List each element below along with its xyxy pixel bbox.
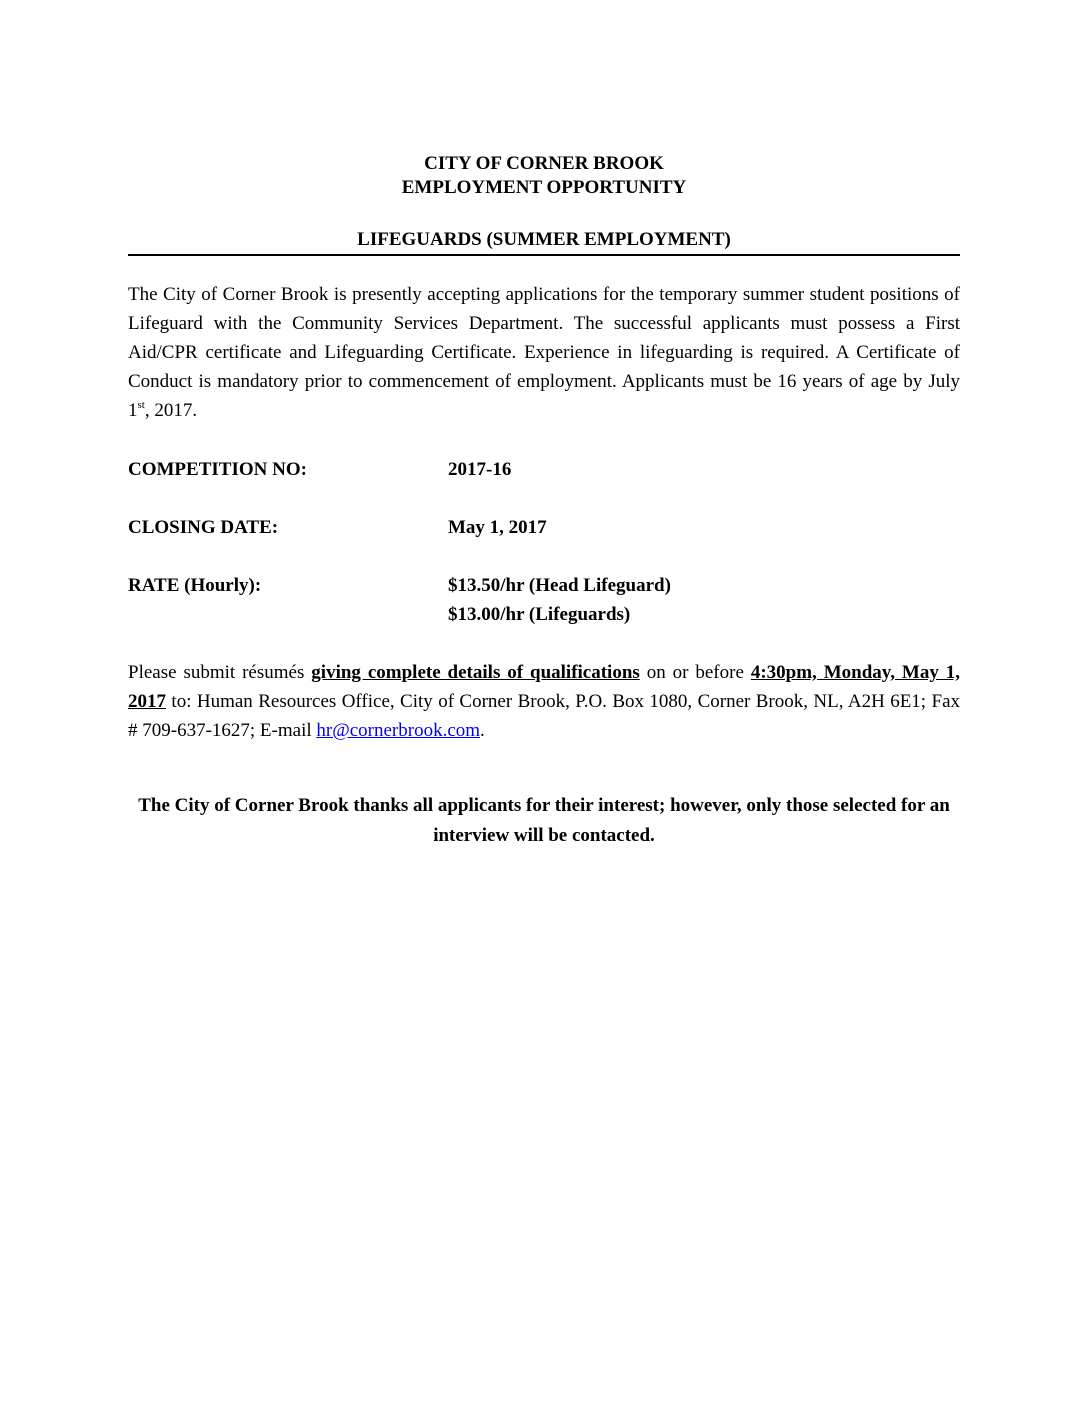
submit-text-2: on or before [639,662,751,683]
rate-value-lifeguard: $13.00/hr (Lifeguards) [448,604,631,625]
intro-text: The City of Corner Brook is presently accepting applications for the temporary summer student positions of Lifeguard with the Community Services Department. The successful applicants must possess a First Aid/CPR certificate and Lifeguarding Certificate. Experience in lifeguarding is required. A Certificate of Conduct is mandatory prior to commencement of employment. Applicants must be 16 years of age by July 1 [128,284,960,421]
competition-value: 2017-16 [448,459,512,480]
submit-text-1: Please submit résumés [128,662,312,683]
title-divider [128,254,960,256]
header-subtitle: EMPLOYMENT OPPORTUNITY [401,177,687,198]
closing-statement: The City of Corner Brook thanks all applicants for their interest; however, only those selected for an interview will be contacted. [138,795,950,846]
competition-label: COMPETITION NO: [128,459,307,480]
submit-text-4: . [480,720,485,741]
closing-date-label: CLOSING DATE: [128,517,279,538]
rate-value-head: $13.50/hr (Head Lifeguard) [448,575,671,596]
submit-emphasis-deadline: 4:30pm, Monday, May 1, 2017 [128,662,961,712]
rate-label: RATE (Hourly): [128,575,262,596]
intro-paragraph [128,280,960,425]
closing-date-value: May 1, 2017 [448,517,547,538]
intro-text-end: , 2017. [144,400,198,421]
intro-superscript: st [137,399,145,411]
header-organization: CITY OF CORNER BROOK [424,153,664,174]
submit-paragraph [128,658,960,745]
position-title: LIFEGUARDS (SUMMER EMPLOYMENT) [357,229,731,250]
email-link[interactable]: hr@cornerbrook.com [316,720,481,741]
submit-text-3: to: Human Resources Office, City of Corner Brook, P.O. Box 1080, Corner Brook, NL, A2H 6E1; Fax # 709-637-1627; E-mail [128,691,960,741]
submit-emphasis-qualifications: giving complete details of qualifications [311,662,640,683]
